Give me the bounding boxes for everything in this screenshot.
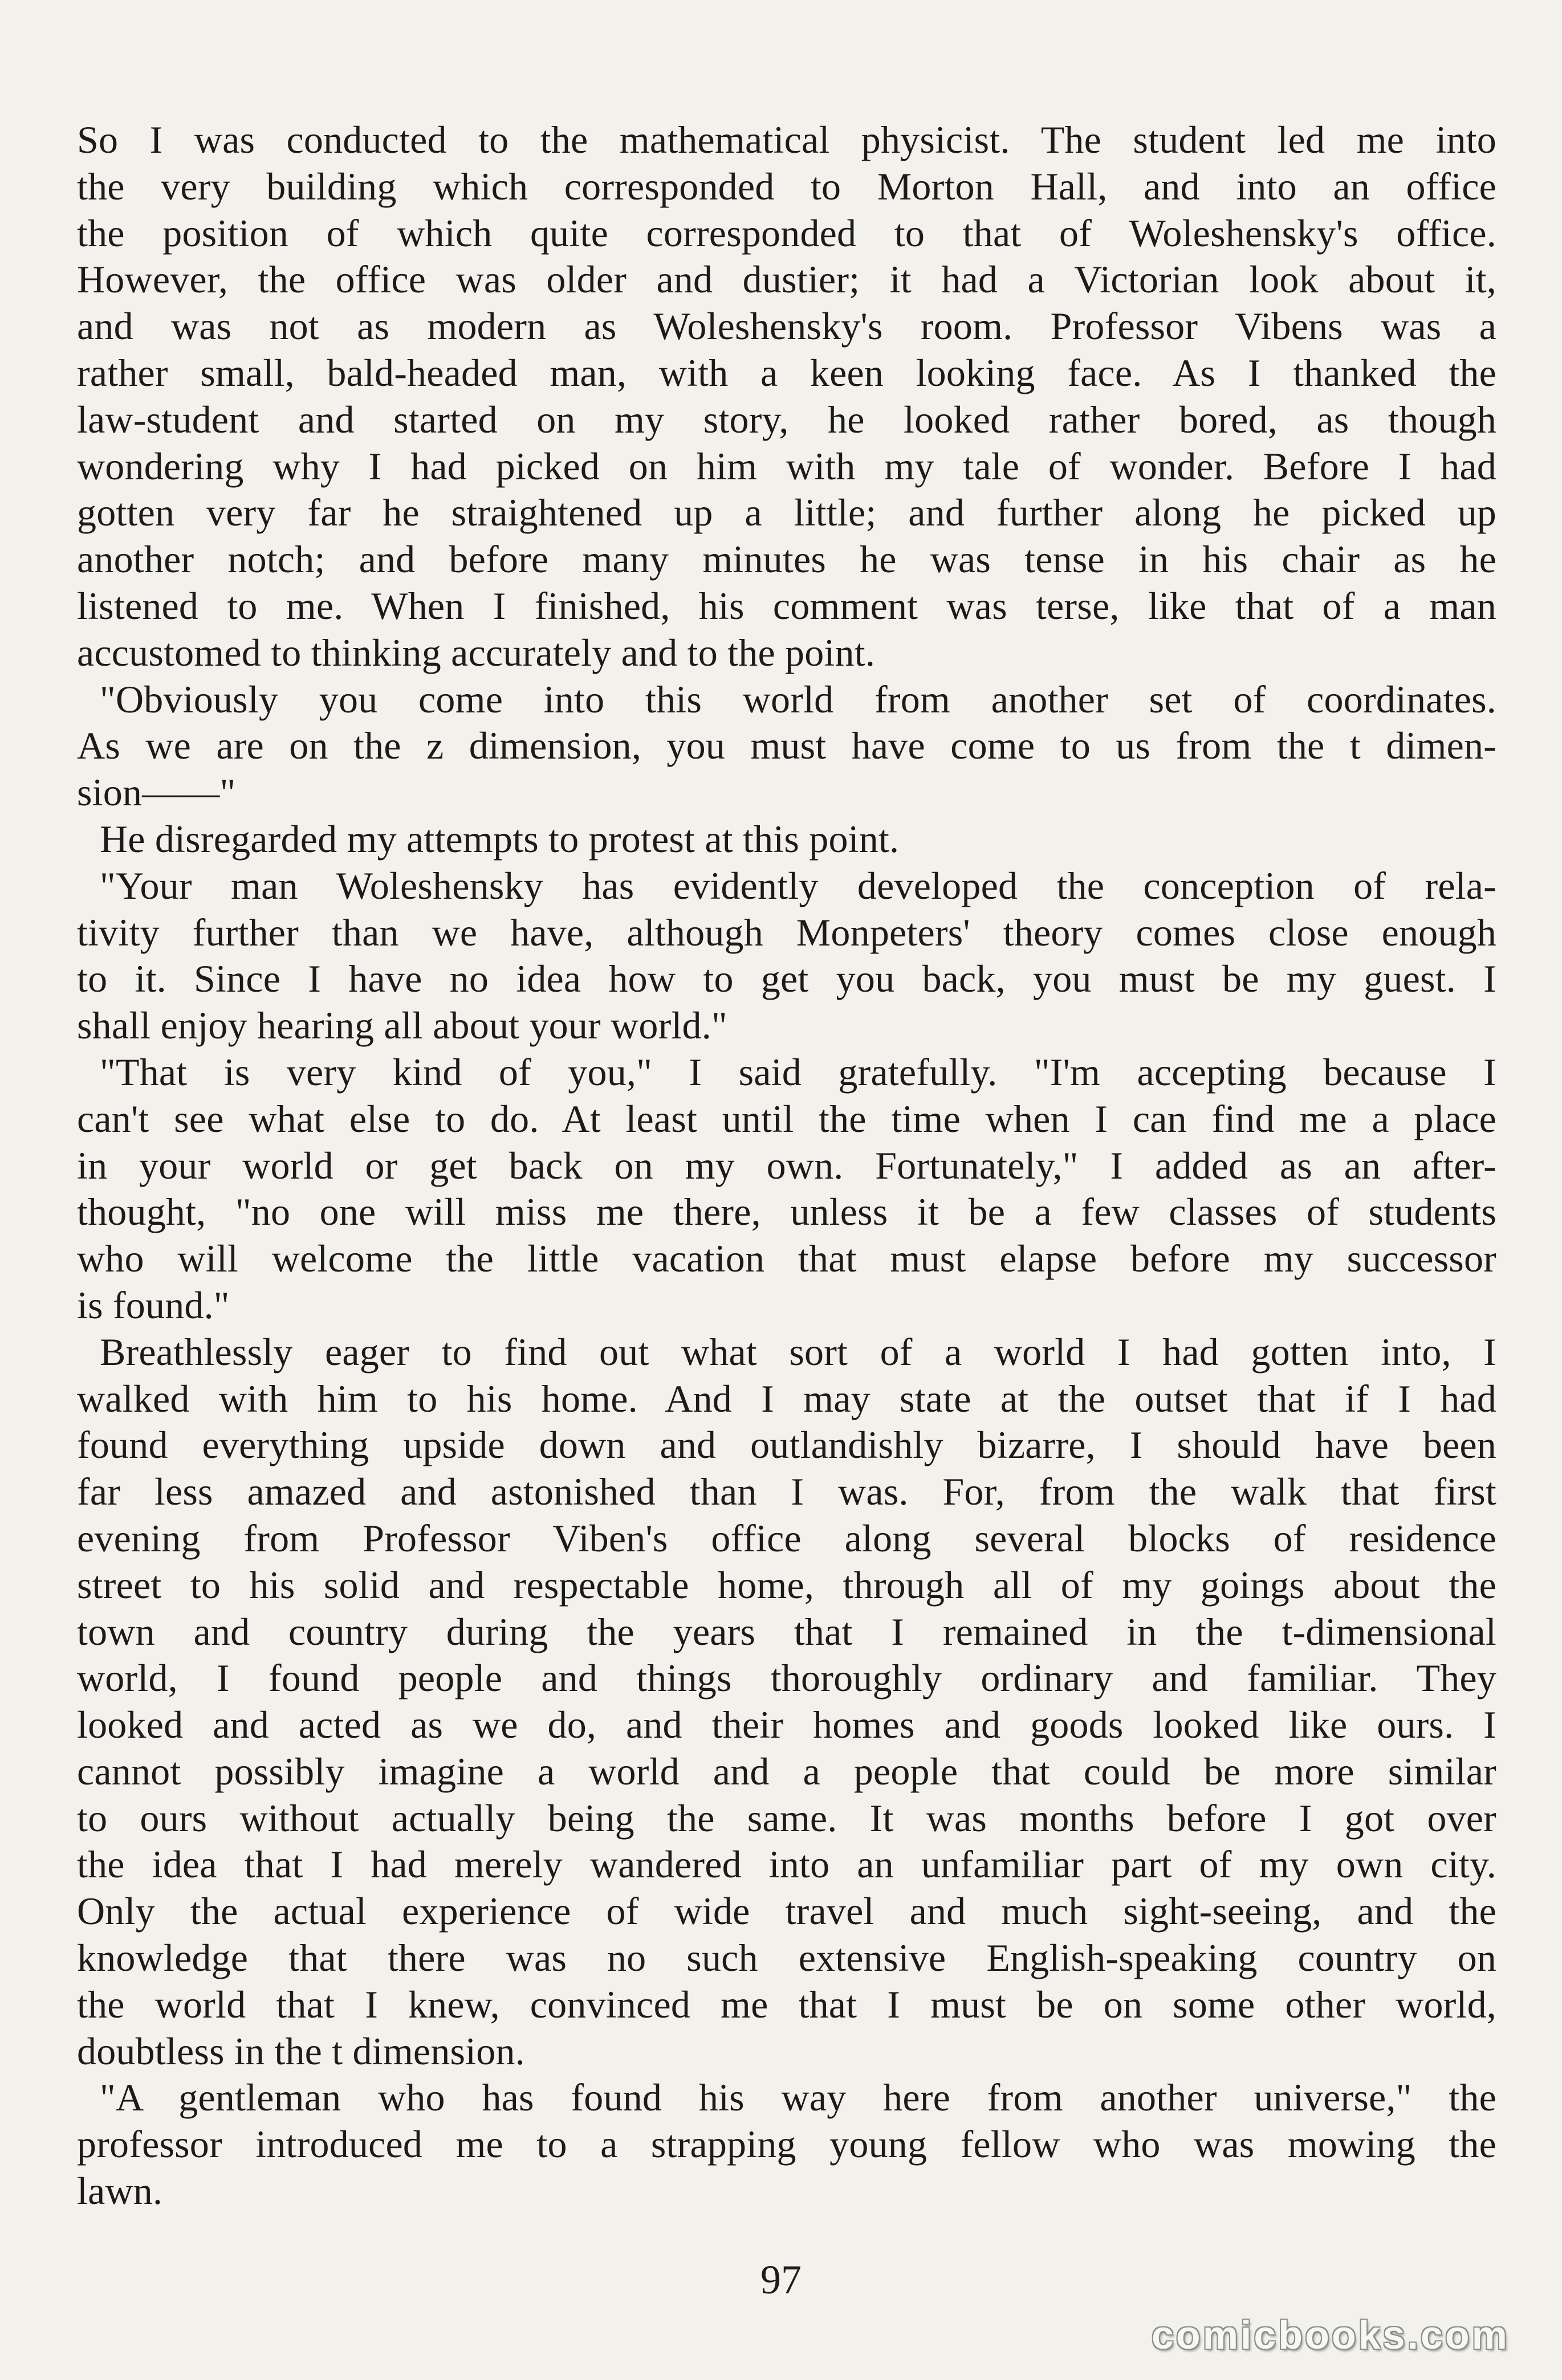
text-line: Only the actual experience of wide travel and much sight-seeing, and the [77,1889,1496,1933]
text-line: to ours without actually being the same. It was months before I got over [77,1796,1496,1840]
text-line: evening from Professor Viben's office along several blocks of residence [77,1516,1496,1560]
text-line: lawn. [77,2169,163,2213]
text-line: shall enjoy hearing all about your world." [77,1004,727,1048]
text-line: "Obviously you come into this world from another set of coordinates. [100,677,1496,721]
text-line: cannot possibly imagine a world and a people that could be more similar [77,1749,1496,1793]
text-line: "That is very kind of you," I said gratefully. "I'm accepting because I [100,1050,1496,1094]
text-line: who will welcome the little vacation that must elapse before my successor [77,1237,1496,1281]
text-line: to it. Since I have no idea how to get you back, you must be my guest. I [77,957,1496,1001]
text-line: However, the office was older and dustier; it had a Victorian look about it, [77,258,1496,301]
text-line: the position of which quite corresponded to that of Woleshensky's office. [77,211,1496,255]
text-line: walked with him to his home. And I may state at the outset that if I had [77,1376,1496,1420]
body-text [77,117,1496,2215]
text-line: in your world or get back on my own. Fortunately," I added as an after- [77,1143,1496,1187]
page-number: 97 [760,2257,802,2302]
text-line: So I was conducted to the mathematical physicist. The student led me into [77,118,1496,161]
text-line: Breathlessly eager to find out what sort of a world I had gotten into, I [100,1330,1496,1374]
text-line: town and country during the years that I remained in the t-dimensional [77,1609,1496,1653]
text-line: looked and acted as we do, and their homes and goods looked like ours. I [77,1703,1496,1747]
text-line: the very building which corresponded to Morton Hall, and into an office [77,164,1496,208]
text-line: tivity further than we have, although Monpeters' theory comes close enough [77,910,1496,954]
text-line: professor introduced me to a strapping young fellow who was mowing the [77,2122,1496,2166]
text-line: wondering why I had picked on him with my tale of wonder. Before I had [77,444,1496,488]
text-line: street to his solid and respectable home, through all of my goings about the [77,1563,1496,1607]
text-line: As we are on the z dimension, you must have come to us from the t dimen- [77,724,1496,768]
text-line: found everything upside down and outlandishly bizarre, I should have been [77,1423,1496,1467]
text-line: knowledge that there was no such extensive English-speaking country on [77,1936,1496,1980]
text-line: listened to me. When I finished, his comment was terse, like that of a man [77,584,1496,627]
text-line: law-student and started on my story, he looked rather bored, as though [77,397,1496,441]
text-line: the idea that I had merely wandered into an unfamiliar part of my own city. [77,1843,1496,1886]
text-line: accustomed to thinking accurately and to the point. [77,630,876,674]
text-line: He disregarded my attempts to protest at this point. [100,817,900,861]
text-line: can't see what else to do. At least until the time when I can find me a place [77,1097,1496,1140]
text-line: another notch; and before many minutes he was tense in his chair as he [77,537,1496,581]
text-line: gotten very far he straightened up a little; and further along he picked up [77,491,1496,535]
text-line: the world that I knew, convinced me that I must be on some other world, [77,1982,1496,2026]
text-line: rather small, bald-headed man, with a keen looking face. As I thanked the [77,351,1496,394]
text-line: world, I found people and things thoroughly ordinary and familiar. They [77,1656,1496,1700]
text-line: and was not as modern as Woleshensky's room. Professor Vibens was a [77,304,1496,348]
watermark-logo: comicbooks.com [1152,2313,1510,2357]
text-line: doubtless in the t dimension. [77,2029,525,2073]
text-line: is found." [77,1283,230,1327]
text-line: "A gentleman who has found his way here from another universe," the [100,2076,1496,2120]
text-line: thought, "no one will miss me there, unless it be a few classes of students [77,1190,1496,1234]
text-line: sion——" [77,771,236,814]
text-line: far less amazed and astonished than I was. For, from the walk that first [77,1470,1496,1514]
text-line: "Your man Woleshensky has evidently developed the conception of rela- [100,863,1496,907]
